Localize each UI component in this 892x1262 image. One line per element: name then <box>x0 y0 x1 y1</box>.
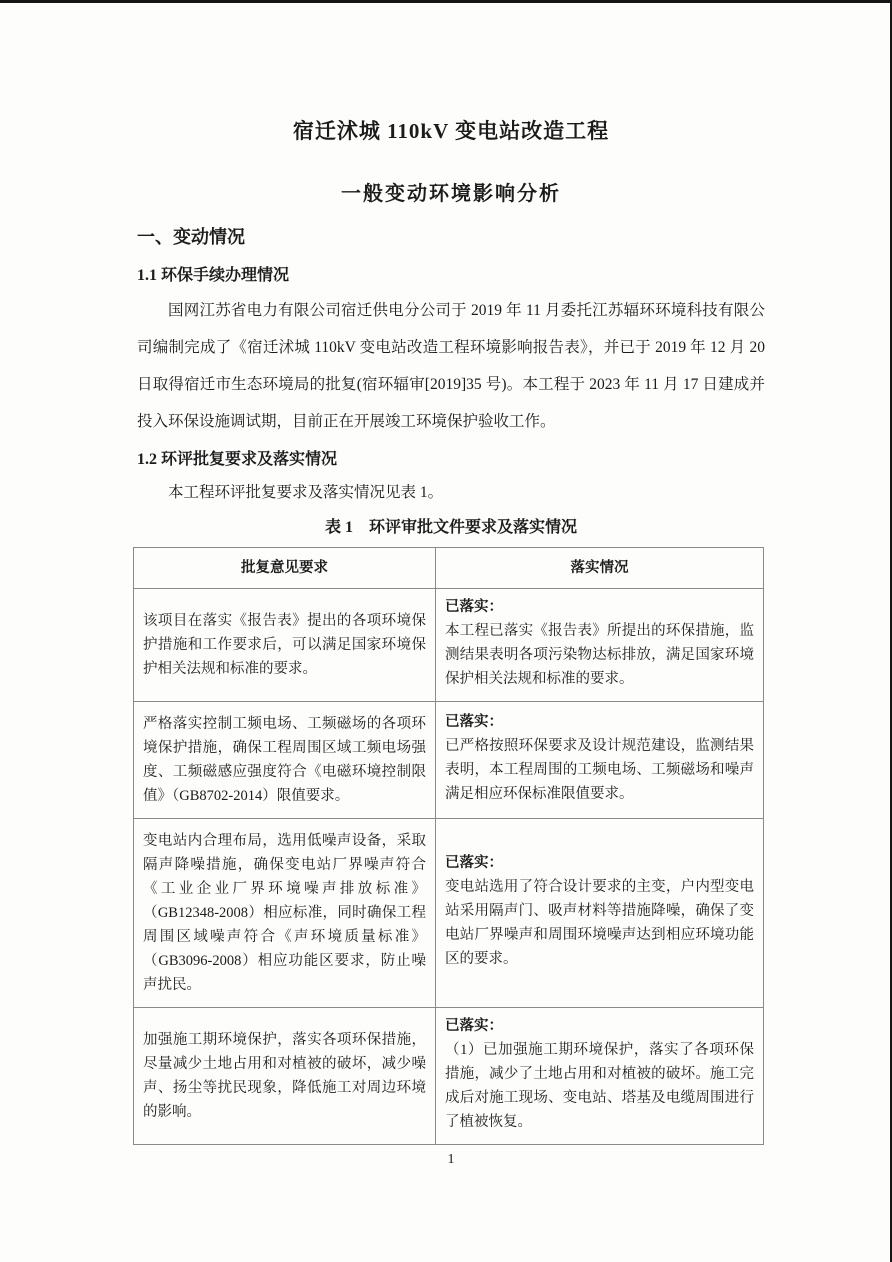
status-cell <box>436 1008 764 1145</box>
status-detail: 本工程已落实《报告表》所提出的环保措施，监测结果表明各项污染物达标排放，满足国家环境保护相关法规和标准的要求。 <box>445 623 754 687</box>
table-header-status: 落实情况 <box>436 548 764 589</box>
requirement-cell: 严格落实控制工频电场、工频磁场的各项环境保护措施，确保工程周围区域工频电场强度、工频磁感应强度符合《电磁环境控制限值》（GB8702-2014）限值要求。 <box>134 702 436 819</box>
status-cell <box>436 589 764 702</box>
scan-artifact-top-line <box>0 0 892 3</box>
status-cell <box>436 702 764 819</box>
document-content <box>137 116 765 1145</box>
table-row <box>134 1008 764 1145</box>
table-header-row <box>134 548 764 589</box>
status-label: 已落实： <box>445 855 503 871</box>
document-title-line2: 一般变动环境影响分析 <box>341 183 561 205</box>
paragraph-environmental-procedures: 国网江苏省电力有限公司宿迁供电分公司于 2019 年 11 月委托江苏辐环环境科技有限公司编制完成了《宿迁沭城 110kV 变电站改造工程环境影响报告表》，并已于 2019 年 12 月 20 日取得宿迁市生态环境局的批复(宿环辐审[2019]35 号)。本工程于 2023 年 11 月 17 日建成并投入环保设施调试期，目前正在开展竣工环境保护验收工作。 <box>137 302 765 430</box>
requirement-cell: 加强施工期环境保护，落实各项环保措施，尽量减少土地占用和对植被的破坏，减少噪声、扬尘等扰民现象，降低施工对周边环境的影响。 <box>134 1008 436 1145</box>
requirement-cell: 变电站内合理布局，选用低噪声设备，采取隔声降噪措施，确保变电站厂界噪声符合《工业企业厂界环境噪声排放标准》（GB12348-2008）相应标准，同时确保工程周围区域噪声符合《声环境质量标准》（GB3096-2008）相应功能区要求，防止噪声扰民。 <box>134 819 436 1008</box>
document-title-line1: 宿迁沭城 110kV 变电站改造工程 <box>292 119 610 143</box>
table-row <box>134 702 764 819</box>
status-label: 已落实： <box>445 714 503 730</box>
status-label: 已落实： <box>445 599 503 615</box>
status-label: 已落实： <box>445 1018 503 1034</box>
status-detail: （1）已加强施工期环境保护，落实了各项环保措施，减少了土地占用和对植被的破坏。施工完成后对施工现场、变电站、塔基及电缆周围进行了植被恢复。 <box>445 1042 754 1130</box>
page-number: 1 <box>447 1152 455 1167</box>
table-header-requirement: 批复意见要求 <box>134 548 436 589</box>
table-row <box>134 819 764 1008</box>
subsection-heading-1-1: 1.1 环保手续办理情况 <box>137 267 290 284</box>
section-heading-change-overview: 一、变动情况 <box>137 227 245 247</box>
paragraph-approval-implementation: 本工程环评批复要求及落实情况见表 1。 <box>168 484 444 501</box>
status-cell <box>436 819 764 1008</box>
requirement-cell: 该项目在落实《报告表》提出的各项环境保护措施和工作要求后，可以满足国家环境保护相关法规和标准的要求。 <box>134 589 436 702</box>
approval-implementation-table <box>133 547 764 1145</box>
subsection-heading-1-2: 1.2 环评批复要求及落实情况 <box>137 451 338 468</box>
status-detail: 已严格按照环保要求及设计规范建设，监测结果表明，本工程周围的工频电场、工频磁场和噪声满足相应环保标准限值要求。 <box>445 738 754 802</box>
status-detail: 变电站选用了符合设计要求的主变，户内型变电站采用隔声门、吸声材料等措施降噪，确保了变电站厂界噪声和周围环境噪声达到相应环境功能区的要求。 <box>445 879 754 967</box>
table-row <box>134 589 764 702</box>
table-caption: 表 1 环评审批文件要求及落实情况 <box>324 519 577 536</box>
